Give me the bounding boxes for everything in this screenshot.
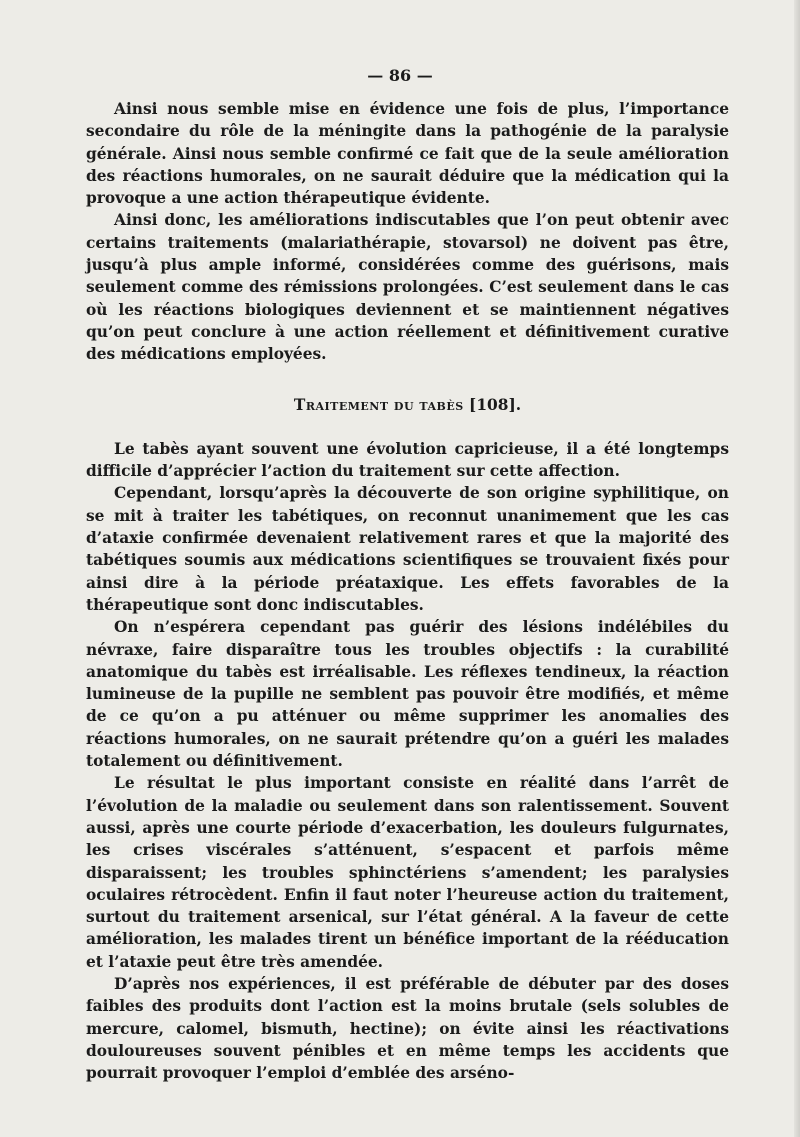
paragraph: Le tabès ayant souvent une évolution capricieuse, il a été longtemps difficile d’apprécier l’action du traitement sur cette affection.	[86, 439, 729, 481]
paragraph: D’après nos expériences, il est préférable de débuter par des doses faibles des produits dont l’action est la moins brutale (sels solubles de mercure, calomel, bismuth, hectine); on évite ainsi les réactivations douloureuses souvent pénibles et en même temps les accidents que pourrait provoquer l’emploi d’emblée des arséno-	[86, 974, 729, 1083]
paragraph: Ainsi donc, les améliorations indiscutables que l’on peut obtenir avec certains traitements (malariathérapie, stovarsol) ne doivent pas être, jusqu’à plus ample informé, considérées comme des guérisons, mais seulement comme des rémissions prolongées. C’est seulement dans le cas où les réactions biologiques deviennent et se maintiennent négatives qu’on peut conclure à une action réellement et définitivement curative des médications employées.	[86, 211, 729, 364]
paragraph: Ainsi nous semble mise en évidence une fois de plus, l’importance secondaire du rôle de la méningite dans la pathogénie de la paralysie générale. Ainsi nous semble confirmé ce fait que de la seule amélioration des réactions humorales, on ne saurait déduire que la médication qui la provoque a une action thérapeutique évidente.	[86, 100, 729, 208]
section-heading-word: du	[393, 395, 415, 414]
section-heading-reference: [108].	[469, 395, 522, 414]
paragraph: Cependant, lorsqu’après la découverte de son origine syphilitique, on se mit à traiter les tabétiques, on reconnut unanimement que les cas d’ataxie confirmée devenaient relativement rares et que la majorité des tabétiques soumis aux médications scientifiques se trouvaient fixés pour ainsi dire à la période préataxique. Les effets favorables de la thérapeutique sont donc indiscutables.	[86, 484, 729, 614]
paragraph: On n’espérera cependant pas guérir des lésions indélébiles du névraxe, faire disparaître tous les troubles objectifs : la curabilité anatomique du tabès est irréalisable. Les réflexes tendineux, la réaction lumineuse de la pupille ne semblent pas pouvoir être modifiés, et même de ce qu’on a pu atténuer ou même supprimer les anomalies des réactions humorales, on ne saurait prétendre qu’on a guéri les malades totalement ou définitivement.	[86, 618, 729, 771]
section-heading-word: Traitement	[293, 395, 389, 414]
page-number: — 86 —	[367, 66, 433, 85]
section-heading-word: tabès	[419, 395, 464, 414]
page-body	[86, 98, 729, 1084]
page-edge-shadow	[794, 0, 800, 1137]
paragraph: Le résultat le plus important consiste en réalité dans l’arrêt de l’évolution de la maladie ou seulement dans son ralentissement. Souvent aussi, après une courte période d’exacerbation, les douleurs fulgurnates, les crises viscérales s’atténuent, s’espacent et parfois même disparaissent; les troubles sphinctériens s’amendent; les paralysies oculaires rétrocèdent. Enfin il faut noter l’heureuse action du traitement, surtout du traitement arsenical, sur l’état général. A la faveur de cette amélioration, les malades tirent un bénéfice important de la rééducation et l’ataxie peut être très amendée.	[86, 774, 729, 971]
section-heading	[86, 394, 729, 416]
